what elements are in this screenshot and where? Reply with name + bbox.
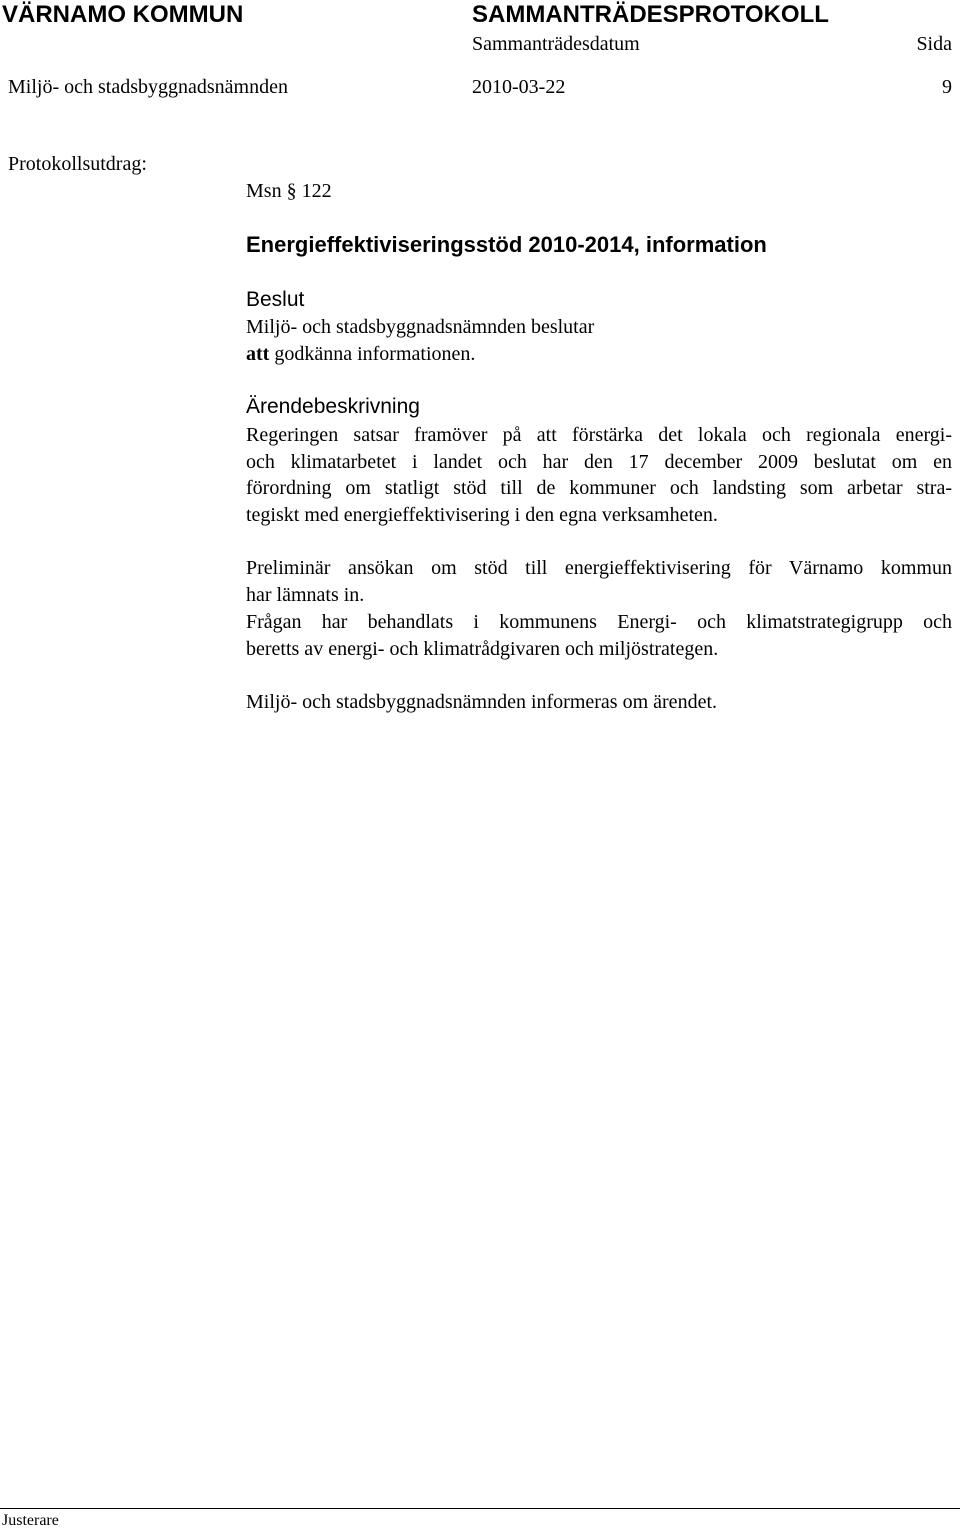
description-paragraph-2 xyxy=(246,555,952,608)
description-paragraph-3 xyxy=(246,609,952,662)
decision-line-2 xyxy=(246,341,594,368)
para1-line: Regeringen satsar framöver på att förstärka det lokala och regionala energi- xyxy=(246,424,952,446)
decision-line-1: Miljö- och stadsbyggnadsnämnden beslutar xyxy=(246,316,595,338)
decision-att: att xyxy=(246,342,270,365)
section-reference: Msn § 122 xyxy=(246,180,332,202)
para2-line: Preliminär ansökan om stöd till energieffektivisering för Värnamo kommun xyxy=(246,557,952,579)
description-paragraph-1 xyxy=(246,422,952,528)
date-label: Sammanträdesdatum xyxy=(472,33,640,55)
page-number: 9 xyxy=(942,76,952,98)
description-heading: Ärendebeskrivning xyxy=(246,395,420,418)
meeting-date: 2010-03-22 xyxy=(472,76,566,98)
footer-label: Justerare xyxy=(2,1512,59,1529)
committee-name: Miljö- och stadsbyggnadsnämnden xyxy=(8,76,288,98)
para3-line: Frågan har behandlats i kommunens Energi- och klimatstrategigrupp och xyxy=(246,611,952,633)
footer-rule xyxy=(0,1508,960,1509)
municipality-name: VÄRNAMO KOMMUN xyxy=(2,1,244,28)
para1-line: och klimatarbetet i landet och har den 17 december 2009 beslutat om en xyxy=(246,450,952,473)
section-title: Energieffektiviseringsstöd 2010-2014, information xyxy=(246,232,767,257)
excerpt-label: Protokollsutdrag: xyxy=(8,153,147,175)
para2-line: har lämnats in. xyxy=(246,583,365,606)
para3-line: beretts av energi- och klimatrådgivaren och miljöstrategen. xyxy=(246,637,719,660)
decision-text xyxy=(246,314,594,367)
document-type: SAMMANTRÄDESPROTOKOLL xyxy=(472,1,829,28)
decision-heading: Beslut xyxy=(246,288,305,311)
description-paragraph-4: Miljö- och stadsbyggnadsnämnden informeras om ärendet. xyxy=(246,691,717,713)
decision-line-2-rest: godkänna informationen. xyxy=(269,342,476,365)
page-label: Sida xyxy=(916,33,952,55)
para1-line: förordning om statligt stöd till de kommuner och landsting som arbetar stra- xyxy=(246,477,952,499)
para1-line: tegiskt med energieffektivisering i den egna verksamheten. xyxy=(246,503,718,526)
